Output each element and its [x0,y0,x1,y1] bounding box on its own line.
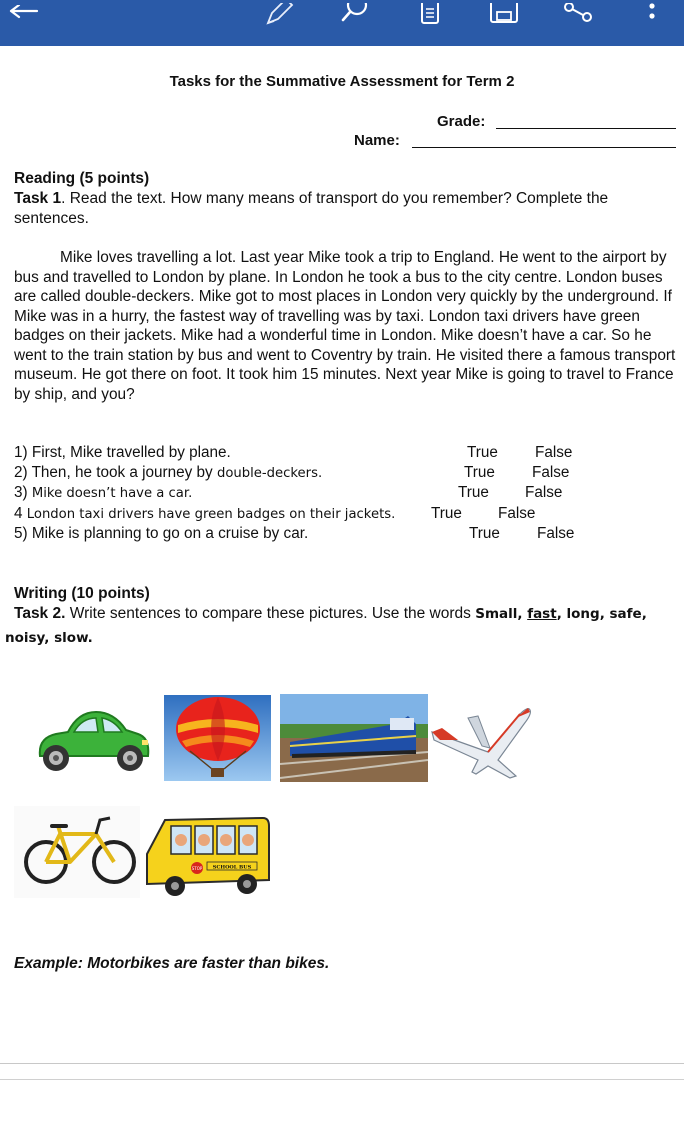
reading-heading: Reading (5 points) [14,170,150,187]
task1-text: . Read the text. How many means of transport do you remember? Complete the [61,190,609,207]
task2-label: Task 2. [14,605,66,622]
task2-words-cont: noisy, slow. [5,630,93,646]
statement-5 [14,525,308,543]
false-option-2[interactable]: False [532,464,570,481]
statement-text: 1) First, Mike travelled by plane. [14,444,231,461]
grade-label: Grade: [437,113,486,130]
back-arrow-icon[interactable] [6,0,42,30]
more-icon[interactable] [640,0,664,30]
search-icon[interactable] [336,0,372,30]
green-car-picture [34,704,152,776]
statement-text-calibri: Mike doesn’t have a car. [31,486,193,501]
true-option-4[interactable]: True [431,505,462,522]
statement-3 [14,484,192,502]
task1-text-cont: sentences. [14,210,89,227]
statement-1 [14,444,231,462]
bus-label: SCHOOL BUS [212,864,252,871]
false-option-5[interactable]: False [537,525,575,542]
word-small: Small, [475,606,528,622]
school-bus-picture [143,814,271,902]
word-fast: fast [527,606,557,622]
statement-4 [14,505,395,523]
task1-label: Task 1 [14,190,62,207]
statement-text-calibri: London taxi drivers have green badges on their jackets. [26,507,396,522]
false-option-1[interactable]: False [535,444,573,461]
example-sentence: Example: Motorbikes are faster than bikes. [14,955,330,972]
divider-line [0,1063,684,1064]
task2-text: Write sentences to compare these pictures. Use the words [65,605,476,622]
share-icon[interactable] [560,0,596,30]
document-title: Tasks for the Summative Assessment for Term 2 [169,73,515,90]
name-label: Name: [354,132,400,149]
statement-text: 5) Mike is planning to go on a cruise by car. [14,525,309,542]
task2-instruction [14,605,647,623]
hot-air-balloon-picture [164,695,271,781]
page-view-icon[interactable] [416,0,444,30]
bus-stop-sign: STOP [191,866,203,871]
true-option-2[interactable]: True [464,464,495,481]
bicycle-picture [14,806,140,898]
false-option-3[interactable]: False [525,484,563,501]
statement-2 [14,464,322,482]
reading-passage [14,248,676,404]
true-option-3[interactable]: True [458,484,489,501]
divider-line-2 [0,1079,684,1080]
statement-text-calibri: double-deckers. [216,466,323,481]
task1-instruction [14,190,608,208]
false-option-4[interactable]: False [498,505,536,522]
true-option-5[interactable]: True [469,525,500,542]
statement-text: 4 [14,505,27,522]
save-icon[interactable] [487,0,521,30]
train-picture [280,694,428,782]
name-line[interactable] [412,147,676,148]
airplane-picture [428,700,534,782]
document-page [0,46,684,1139]
writing-heading: Writing (10 points) [14,585,150,602]
statement-text: 3) [14,484,32,501]
top-toolbar [0,0,684,46]
pen-icon[interactable] [262,0,296,30]
word-list: , long, safe, [556,606,647,622]
statement-text: 2) Then, he took a journey by [14,464,217,481]
true-option-1[interactable]: True [467,444,498,461]
grade-line[interactable] [496,128,676,129]
passage-text: Mike loves travelling a lot. Last year Mike took a trip to England. He went to the airport by bus and travelled to London by plane. In London he took a bus to the city centre. London buses are called double-deckers. Mike got to most places in London very quickly by the underground. If Mike was in a hurry, the fastest way of travelling was by taxi. London taxi drivers have green badges on their jackets. Mike had a wonderful time in London. Mike doesn’t have a car. So he went to the train station by bus and went to Coventry by train. He visited there a famous transport museum. He got there on foot. It took him 15 minutes. Next year Mike is going to travel to France by ship, and you? [14,249,676,403]
